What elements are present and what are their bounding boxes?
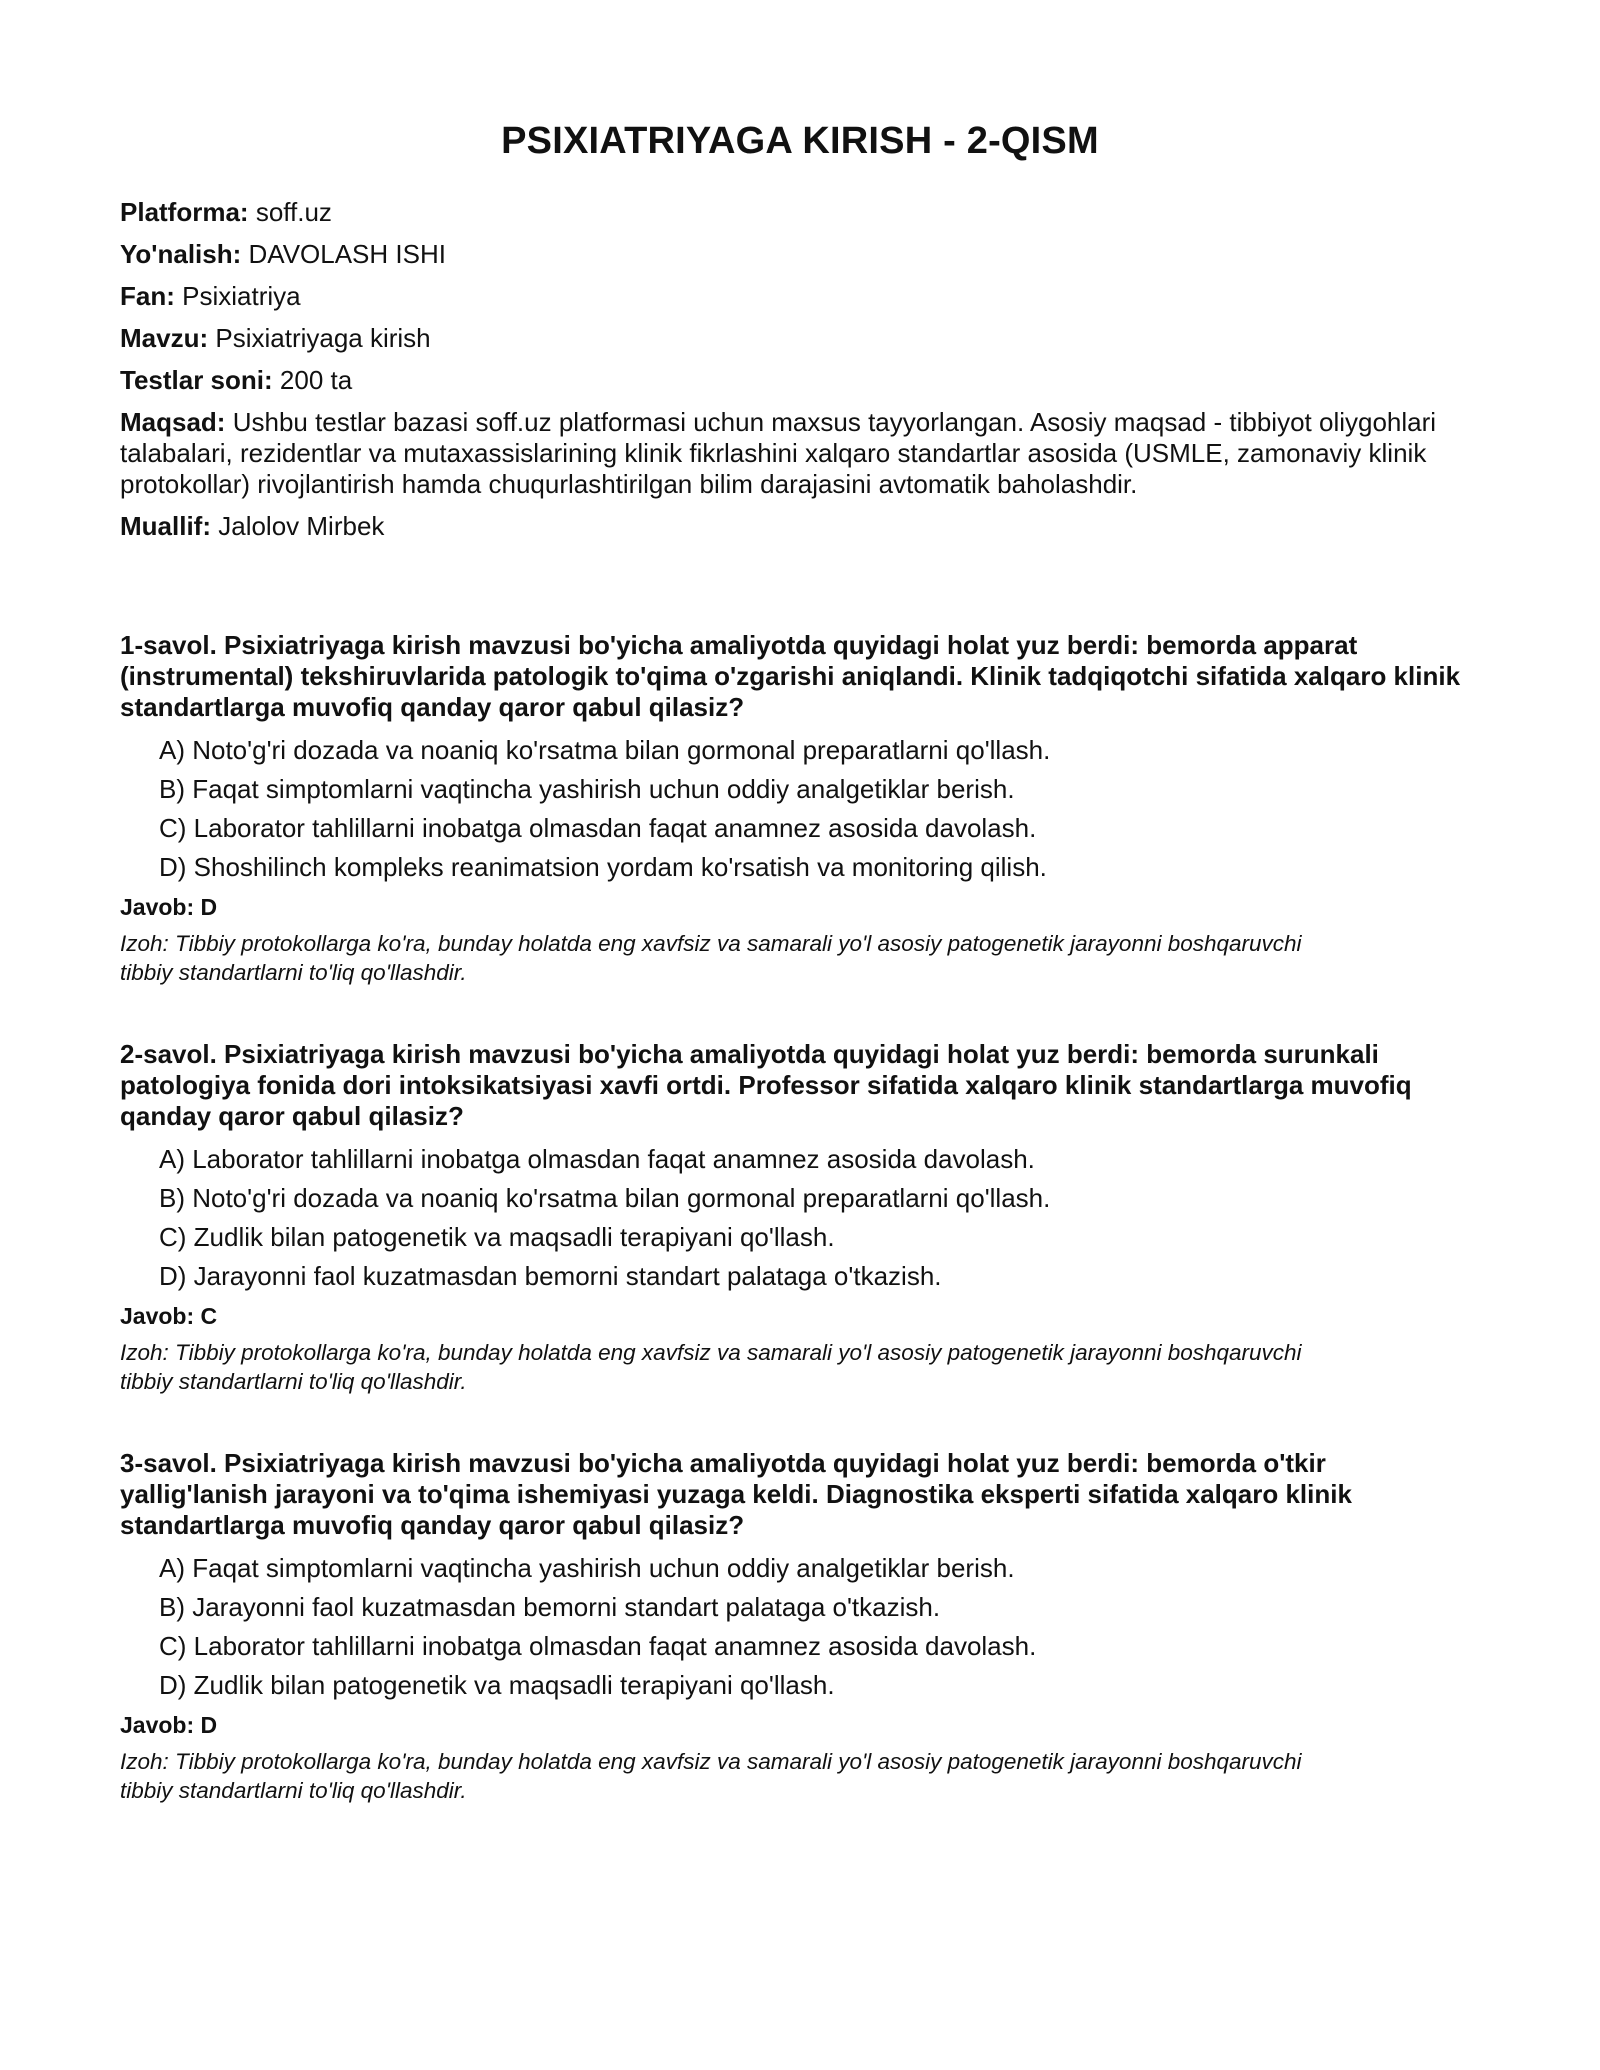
meta-value: Ushbu testlar bazasi soff.uz platformasi uchun maxsus tayyorlangan. Asosiy maqsad - tibbiyot oliygohlari talabalari, rezidentlar va mutaxassislarining klinik fikrlashini xalqaro standartlar asosida (USMLE, zamonaviy klinik protokollar) rivojlantirish hamda chuqurlashtirilgan bilim darajasini avtomatik baholashdir. [120,407,1437,499]
document-title: PSIXIATRIYAGA KIRISH - 2-QISM [501,120,1099,162]
meta-label: Mavzu: [120,323,209,353]
answer-option: B) Faqat simptomlarni vaqtincha yashirish uchun oddiy analgetiklar berish. [159,774,1015,804]
meta-value: Jalolov Mirbek [218,511,385,541]
meta-topic [120,323,1480,354]
meta-label: Fan: [120,281,175,311]
question-text: 1-savol. Psixiatriyaga kirish mavzusi bo'yicha amaliyotda quyidagi holat yuz berdi: bemorda apparat (instrumental) tekshiruvlarida patologik to'qima o'zgarishi aniqlandi. Klinik tadqiqotchi sifatida xalqaro klinik standartlarga muvofiq qanday qaror qabul qilasiz? [120,630,1461,722]
answer-option: A) Noto'g'ri dozada va noaniq ko'rsatma bilan gormonal preparatlarni qo'llash. [159,735,1051,765]
question-text: 3-savol. Psixiatriyaga kirish mavzusi bo'yicha amaliyotda quyidagi holat yuz berdi: bemorda o'tkir yallig'lanish jarayoni va to'qima ishemiyasi yuzaga keldi. Diagnostika eksperti sifatida xalqaro klinik standartlarga muvofiq qanday qaror qabul qilasiz? [120,1448,1352,1540]
meta-value: Psixiatriyaga kirish [215,323,431,353]
meta-platform [120,197,1480,228]
meta-label: Platforma: [120,197,249,227]
answer-option: C) Laborator tahlillarni inobatga olmasdan faqat anamnez asosida davolash. [159,1631,1037,1661]
answer-explanation: Izoh: Tibbiy protokollarga ko'ra, bunday holatda eng xavfsiz va samarali yo'l asosiy patogenetik jarayonni boshqaruvchi tibbiy standartlarni to'liq qo'llashdir. [120,1749,1302,1803]
meta-value: DAVOLASH ISHI [248,239,446,269]
meta-label: Testlar soni: [120,365,273,395]
answer-explanation: Izoh: Tibbiy protokollarga ko'ra, bunday holatda eng xavfsiz va samarali yo'l asosiy patogenetik jarayonni boshqaruvchi tibbiy standartlarni to'liq qo'llashdir. [120,1340,1302,1394]
meta-author [120,511,1480,542]
question-text: 2-savol. Psixiatriyaga kirish mavzusi bo'yicha amaliyotda quyidagi holat yuz berdi: bemorda surunkali patologiya fonida dori intoksikatsiyasi xavfi ortdi. Professor sifatida xalqaro klinik standartlarga muvofiq qanday qaror qabul qilasiz? [120,1039,1412,1131]
meta-purpose [120,407,1480,500]
answer-options [120,1144,1480,1292]
answer-option: B) Jarayonni faol kuzatmasdan bemorni standart palataga o'tkazish. [159,1592,941,1622]
answer-option: D) Jarayonni faol kuzatmasdan bemorni standart palataga o'tkazish. [159,1261,942,1291]
meta-test-count [120,365,1480,396]
correct-answer: Javob: D [120,894,218,920]
meta-value: soff.uz [255,197,332,227]
meta-subject [120,281,1480,312]
answer-option: A) Faqat simptomlarni vaqtincha yashirish uchun oddiy analgetiklar berish. [159,1553,1015,1583]
meta-direction [120,239,1480,270]
answer-option: D) Shoshilinch kompleks reanimatsion yordam ko'rsatish va monitoring qilish. [159,852,1047,882]
answer-option: C) Laborator tahlillarni inobatga olmasdan faqat anamnez asosida davolash. [159,813,1037,843]
meta-label: Muallif: [120,511,211,541]
answer-option: D) Zudlik bilan patogenetik va maqsadli terapiyani qo'llash. [159,1670,835,1700]
question-item [120,1448,1480,1805]
questions-list [120,630,1480,1805]
meta-label: Maqsad: [120,407,226,437]
answer-options [120,735,1480,883]
meta-label: Yo'nalish: [120,239,242,269]
correct-answer: Javob: D [120,1712,218,1738]
meta-value: 200 ta [279,365,353,395]
answer-explanation: Izoh: Tibbiy protokollarga ko'ra, bunday holatda eng xavfsiz va samarali yo'l asosiy patogenetik jarayonni boshqaruvchi tibbiy standartlarni to'liq qo'llashdir. [120,931,1302,985]
correct-answer: Javob: C [120,1303,218,1329]
answer-options [120,1553,1480,1701]
answer-option: C) Zudlik bilan patogenetik va maqsadli terapiyani qo'llash. [159,1222,835,1252]
document-page [120,120,1480,1857]
answer-option: B) Noto'g'ri dozada va noaniq ko'rsatma bilan gormonal preparatlarni qo'llash. [159,1183,1051,1213]
question-item [120,1039,1480,1396]
metadata-section [120,197,1480,542]
meta-value: Psixiatriya [182,281,301,311]
answer-option: A) Laborator tahlillarni inobatga olmasdan faqat anamnez asosida davolash. [159,1144,1035,1174]
question-item [120,630,1480,987]
